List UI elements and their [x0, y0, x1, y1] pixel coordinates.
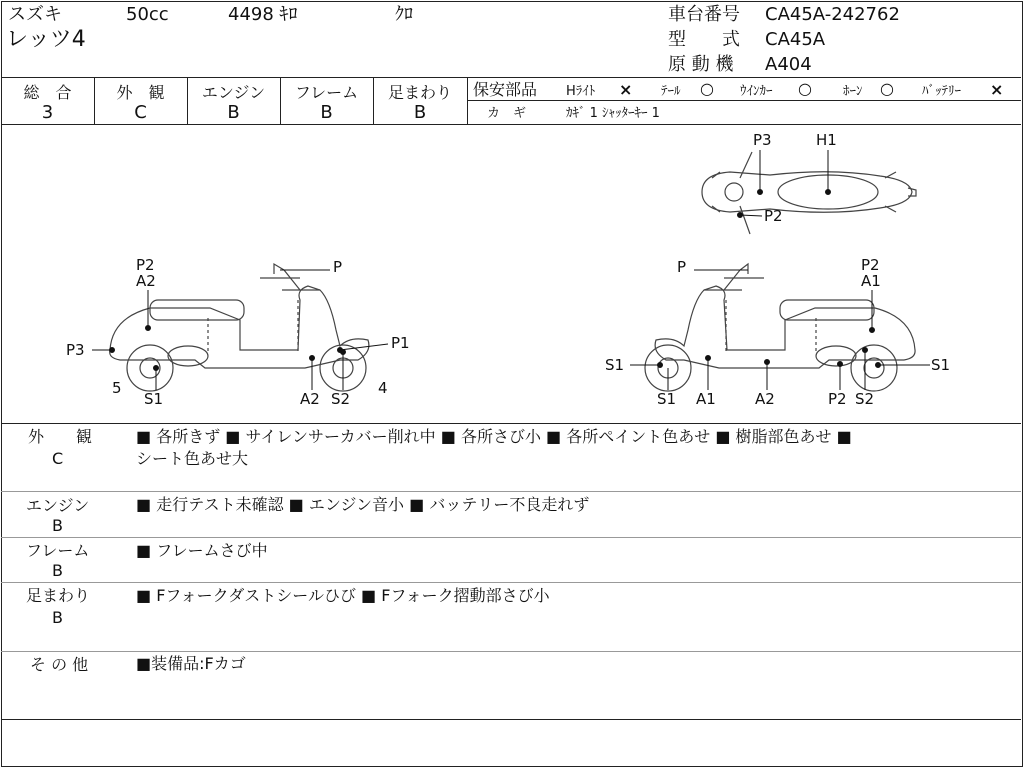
suspension-grade-label: 足まわり [387, 83, 452, 102]
overall-grade: 3 [41, 102, 54, 123]
top-h1-label: H1 [816, 131, 837, 149]
left-a2b-label: A2 [300, 390, 320, 408]
left-p-label: P [333, 258, 343, 276]
divider [1, 582, 1021, 583]
divider [1, 719, 1021, 720]
taillight-mark: ○ [700, 79, 714, 98]
maker: スズキ [8, 4, 62, 25]
displacement: 50cc [126, 4, 169, 25]
divider [467, 77, 468, 124]
exterior-grade: C [134, 102, 147, 123]
suspension-grade: B [413, 102, 427, 123]
left-5-label: 5 [112, 379, 122, 397]
engine-grade: B [227, 102, 240, 123]
battery-mark: × [990, 80, 1004, 99]
mileage: 4498 ｷﾛ [228, 4, 298, 25]
right-s1b-label: S1 [657, 390, 677, 408]
engine-grade-label: エンジン [201, 83, 266, 102]
remark-other-label: そ の 他 [30, 655, 89, 674]
model-name: レッツ4 [6, 27, 86, 52]
remark-exterior-label: 外 観 [28, 427, 93, 446]
remark-other-text: ■装備品:Fカゴ [136, 654, 246, 673]
remark-engine-grade: B [52, 516, 63, 535]
remark-frame-grade: B [52, 561, 63, 580]
remark-suspension-label: 足まわり [26, 586, 91, 605]
right-p-label: P [677, 258, 687, 276]
type-label: 型 式 [668, 29, 740, 50]
divider [1, 423, 1021, 424]
winker-mark: ○ [798, 79, 812, 98]
right-a1-label: A1 [861, 272, 881, 290]
remark-frame-label: フレーム [26, 541, 90, 560]
right-s1-label: S1 [605, 356, 625, 374]
winker-label: ｳｲﾝｶｰ [740, 84, 773, 99]
top-p3-label: P3 [753, 131, 772, 149]
left-s2-label: S2 [331, 390, 351, 408]
top-p2-label: P2 [764, 207, 783, 225]
right-p2b-label: P2 [828, 390, 847, 408]
right-a1b-label: A1 [696, 390, 716, 408]
divider [1, 651, 1021, 652]
frame-no: CA45A-242762 [765, 4, 900, 25]
remark-exterior-text: ■ 各所きず ■ サイレンサーカバー削れ中 ■ 各所さび小 ■ 各所ペイント色あせ ■ 樹脂部色あせ ■ [136, 427, 852, 446]
horn-label: ﾎｰﾝ [843, 84, 863, 99]
headlight-label: Hﾗｲﾄ [566, 84, 596, 99]
left-4-label: 4 [378, 379, 388, 397]
left-a2-label: A2 [136, 272, 156, 290]
safety-label: 保安部品 [473, 80, 538, 99]
headlight-mark: × [619, 80, 633, 99]
color: ｸﾛ [395, 4, 413, 25]
frame-grade: B [320, 102, 333, 123]
right-a2-label: A2 [755, 390, 775, 408]
key-value: ｶｷﾞ 1 ｼｬｯﾀｰｷｰ 1 [566, 106, 660, 121]
taillight-label: ﾃｰﾙ [661, 84, 681, 99]
remark-frame-text: ■ フレームさび中 [136, 541, 268, 560]
remark-exterior-text2: シート色あせ大 [136, 449, 249, 468]
right-p2-label: P2 [861, 256, 880, 274]
key-label: カ ギ [487, 106, 527, 121]
remark-suspension-grade: B [52, 608, 63, 627]
scooter-diagram [0, 125, 1024, 423]
left-p2-label: P2 [136, 256, 155, 274]
remark-engine-label: エンジン [26, 496, 90, 515]
right-s1r-label: S1 [931, 356, 951, 374]
horn-mark: ○ [880, 79, 894, 98]
divider [1, 491, 1021, 492]
remark-exterior-grade: C [52, 449, 64, 468]
divider [1, 537, 1021, 538]
type-value: CA45A [765, 29, 826, 50]
remark-suspension-text: ■ Fフォークダストシールひび ■ Fフォーク摺動部さび小 [136, 586, 550, 605]
overall-label: 総 合 [23, 83, 72, 102]
engine-value: A404 [765, 54, 812, 75]
engine-label: 原 動 機 [668, 54, 734, 75]
left-p3-label: P3 [66, 341, 85, 359]
remark-engine-text: ■ 走行テスト未確認 ■ エンジン音小 ■ バッテリー不良走れず [136, 495, 590, 514]
exterior-label: 外 観 [116, 83, 165, 102]
divider [1, 77, 1021, 78]
frame-grade-label: フレーム [294, 83, 359, 102]
left-p1-label: P1 [391, 334, 410, 352]
frame-no-label: 車台番号 [668, 4, 740, 25]
left-s1-label: S1 [144, 390, 164, 408]
scooter-top-view [702, 152, 916, 234]
right-s2-label: S2 [855, 390, 875, 408]
battery-label: ﾊﾞｯﾃﾘｰ [922, 84, 961, 99]
